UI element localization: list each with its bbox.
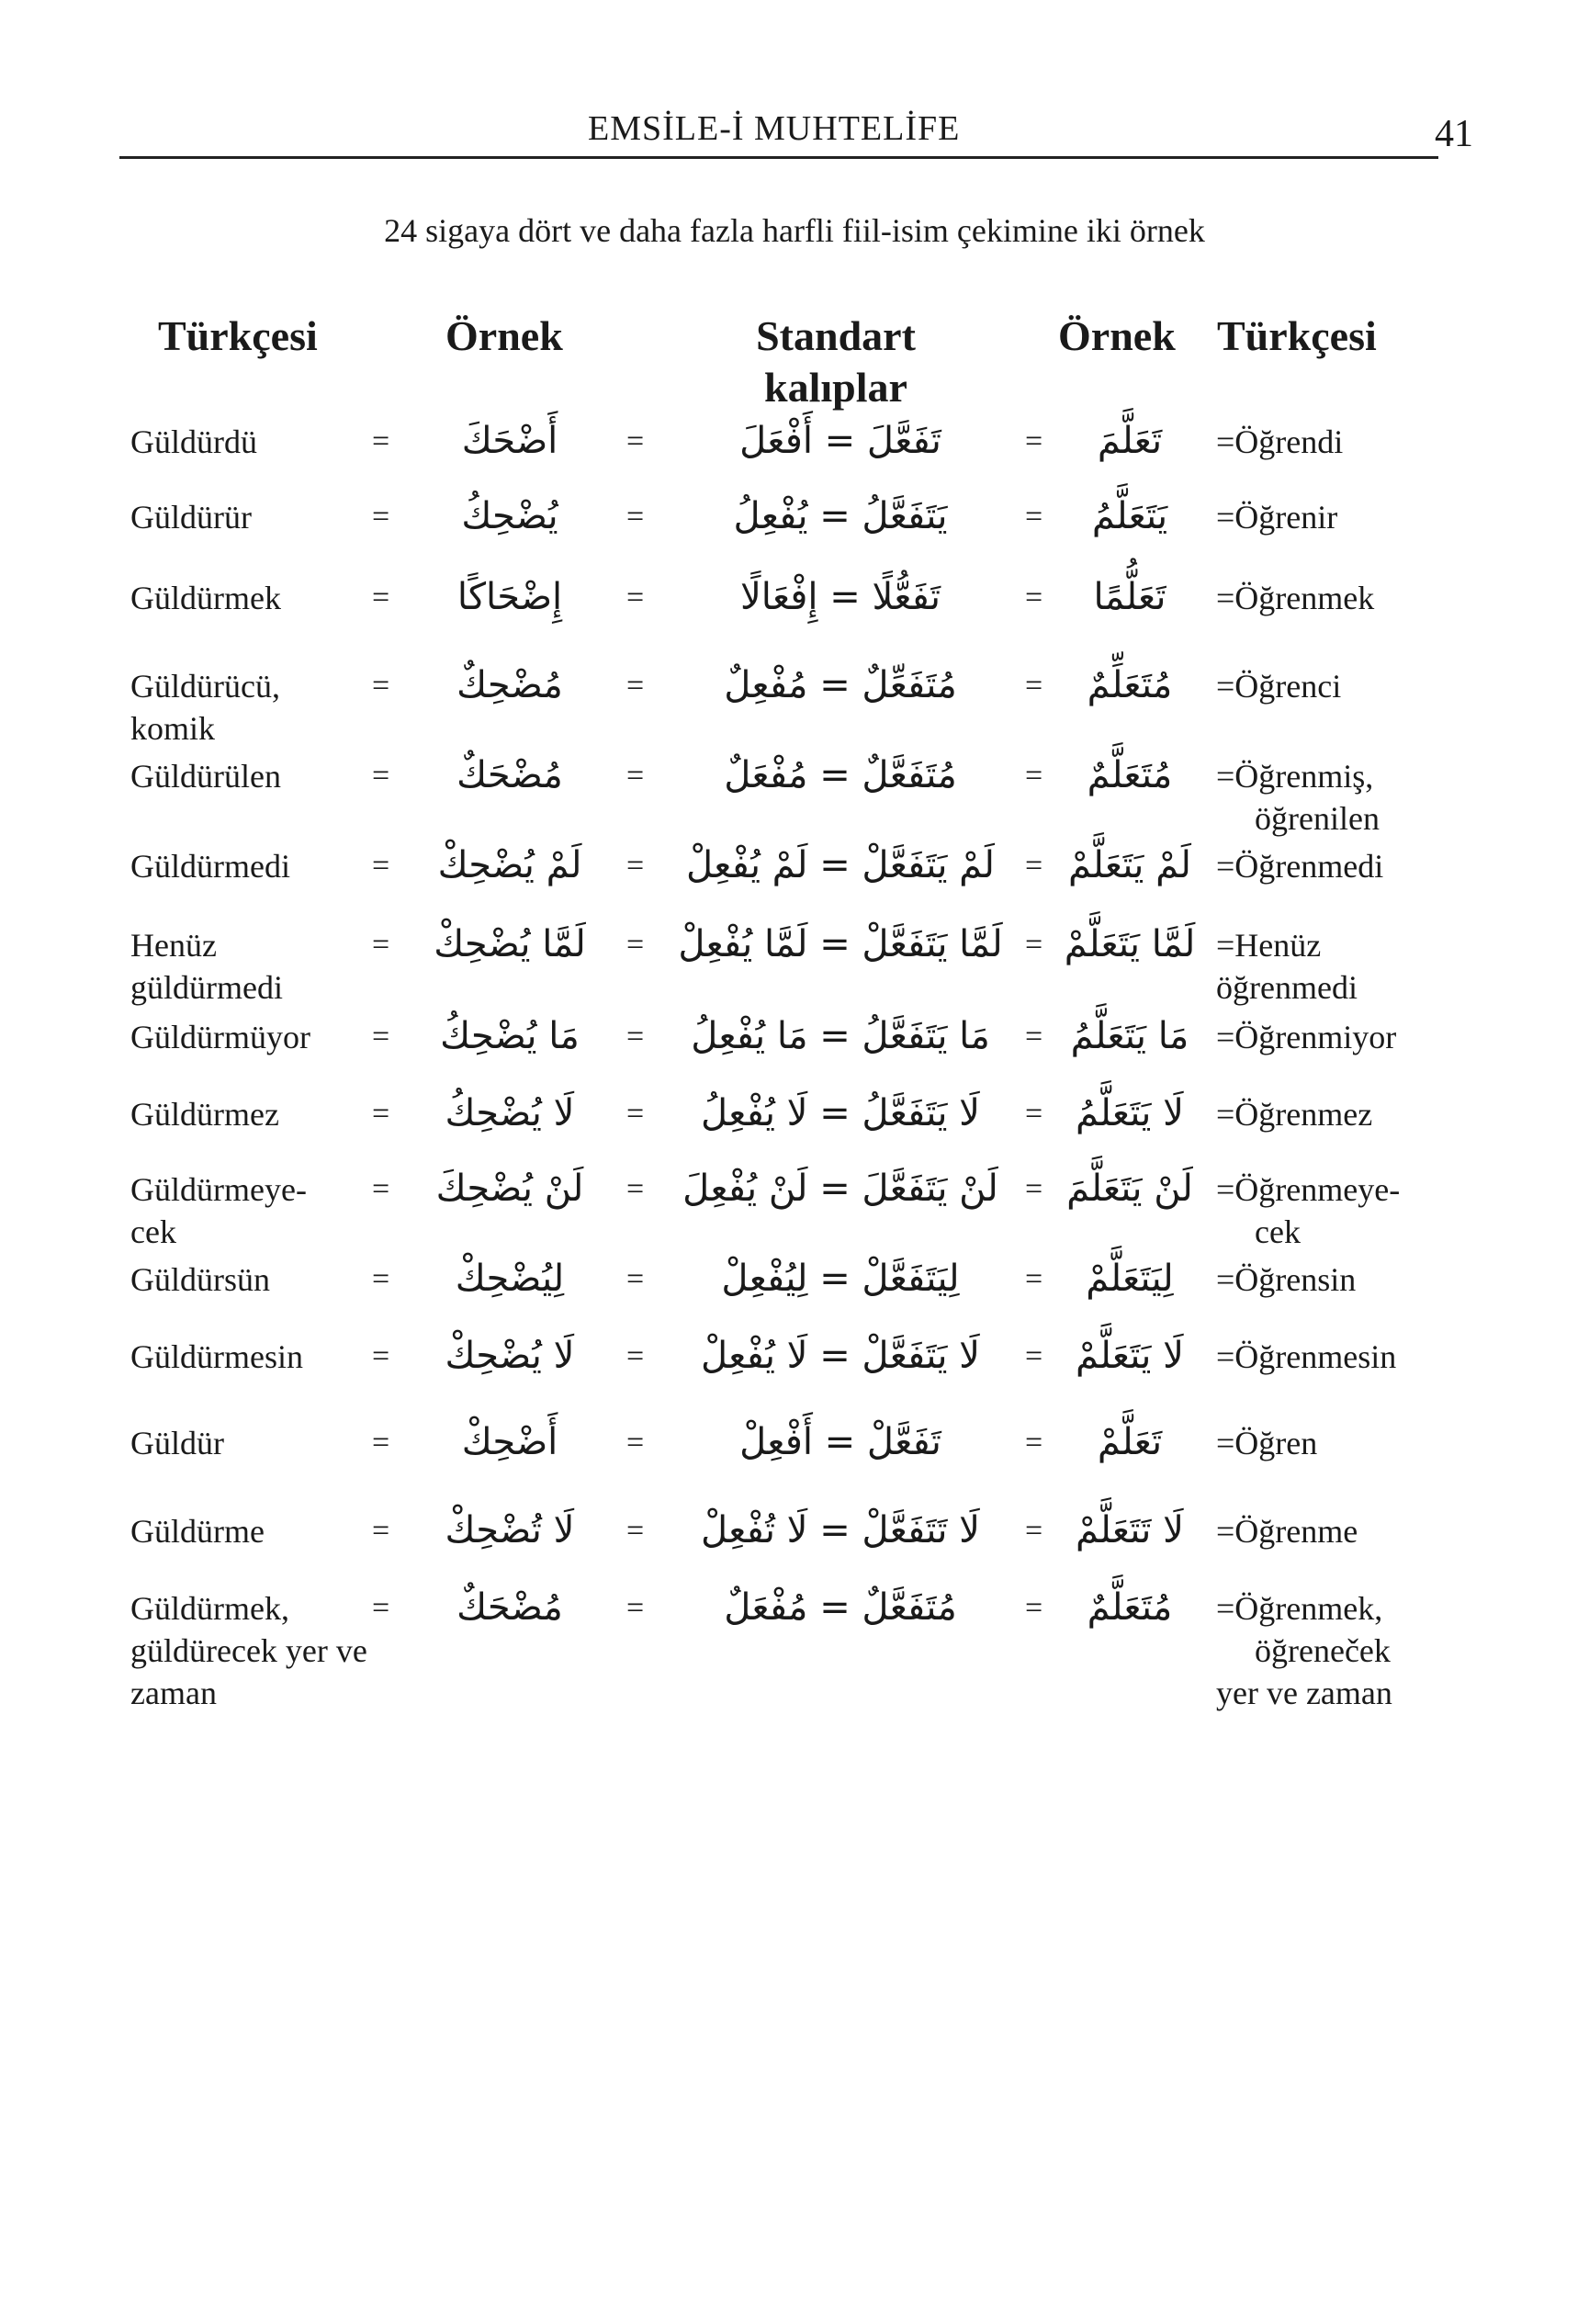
equals-sign: = bbox=[626, 1426, 645, 1460]
equals-sign: = bbox=[1025, 1426, 1043, 1460]
turkish-right-cell bbox=[1216, 755, 1492, 840]
turkish-right-cell bbox=[1216, 1587, 1492, 1714]
example-left-arabic: لَمَّا يُضْحِكْ bbox=[434, 923, 586, 965]
equals-sign: = bbox=[372, 424, 390, 458]
turkish-right-cell bbox=[1216, 845, 1492, 887]
turkish-left-text: Güldürülen bbox=[130, 758, 281, 795]
turkish-left-text: Güldürsün bbox=[130, 1261, 270, 1298]
turkish-left-text-continued: komik bbox=[130, 710, 216, 747]
turkish-left-cell bbox=[130, 845, 378, 887]
turkish-right-text-continued: öğrenilen bbox=[1255, 800, 1380, 837]
turkish-left-text-continued: güldürmedi bbox=[130, 969, 283, 1006]
turkish-right-text-continued: yer ve zaman bbox=[1216, 1675, 1392, 1711]
example-right-arabic: لَمَّا يَتَعَلَّمْ bbox=[1064, 923, 1196, 965]
standard-pattern-arabic: لَا يَتَفَعَّلُ = لَا يُفْعِلُ bbox=[701, 1092, 980, 1134]
running-title: EMSİLE-İ MUHTELİFE bbox=[588, 109, 961, 148]
equals-sign: = bbox=[1025, 1020, 1043, 1054]
column-header-example-left: Örnek bbox=[445, 312, 563, 359]
example-right-arabic: مُتَعَلَّمٌ bbox=[1087, 754, 1173, 796]
turkish-left-text-continued: zaman bbox=[130, 1675, 217, 1711]
equals-sign: = bbox=[626, 1097, 645, 1131]
example-right-arabic: مُتَعَلِّمٌ bbox=[1087, 664, 1173, 706]
example-left-arabic: لَا يُضْحِكُ bbox=[445, 1092, 575, 1134]
example-left-arabic: أَضْحَكَ bbox=[461, 420, 558, 462]
turkish-right-cell bbox=[1216, 1093, 1492, 1135]
turkish-right-cell bbox=[1216, 1016, 1492, 1058]
equals-sign: = bbox=[1025, 849, 1043, 883]
equals-sign: = bbox=[372, 1339, 390, 1373]
turkish-left-cell bbox=[130, 924, 378, 1009]
turkish-right-text: =Öğrenmez bbox=[1216, 1096, 1373, 1133]
equals-sign: = bbox=[1025, 1591, 1043, 1625]
equals-sign: = bbox=[372, 669, 390, 703]
example-right-arabic: مُتَعَلَّمٌ bbox=[1087, 1586, 1173, 1629]
equals-sign: = bbox=[1025, 424, 1043, 458]
standard-pattern-arabic: لَا تَتَفَعَّلْ = لَا تُفْعِلْ bbox=[701, 1509, 980, 1551]
turkish-left-cell bbox=[130, 577, 378, 619]
standard-pattern-arabic: تَفَعُّلًا = إِفْعَالًا bbox=[739, 576, 941, 618]
turkish-right-text: =Öğrendi bbox=[1216, 423, 1344, 460]
equals-sign: = bbox=[372, 1426, 390, 1460]
example-right-arabic: لَا يَتَعَلَّمُ bbox=[1076, 1092, 1184, 1134]
example-right-arabic: لَمْ يَتَعَلَّمْ bbox=[1068, 844, 1191, 886]
equals-sign: = bbox=[372, 1262, 390, 1296]
equals-sign: = bbox=[372, 849, 390, 883]
column-header-standard-line1: Standart bbox=[756, 312, 916, 359]
equals-sign: = bbox=[1025, 581, 1043, 615]
equals-sign: = bbox=[372, 500, 390, 534]
example-left-arabic: لَنْ يُضْحِكَ bbox=[435, 1168, 584, 1210]
equals-sign: = bbox=[1025, 928, 1043, 962]
example-left-arabic: لِيُضْحِكْ bbox=[455, 1258, 565, 1300]
equals-sign: = bbox=[1025, 1172, 1043, 1206]
example-right-arabic: تَعَلَّمَ bbox=[1097, 420, 1163, 462]
equals-sign: = bbox=[1025, 500, 1043, 534]
turkish-right-text: =Öğrenmeye- bbox=[1216, 1171, 1401, 1208]
equals-sign: = bbox=[626, 1514, 645, 1548]
example-left-arabic: إِضْحَاكًا bbox=[456, 576, 563, 618]
equals-sign: = bbox=[626, 1339, 645, 1373]
turkish-right-cell bbox=[1216, 1422, 1492, 1464]
example-right-arabic: لَنْ يَتَعَلَّمَ bbox=[1066, 1168, 1193, 1210]
standard-pattern-arabic: لَمَّا يَتَفَعَّلْ = لَمَّا يُفْعِلْ bbox=[678, 923, 1003, 965]
example-right-arabic: تَعَلَّمْ bbox=[1097, 1421, 1163, 1463]
turkish-left-text: Güldürmeye- bbox=[130, 1171, 307, 1208]
turkish-left-text: Güldürür bbox=[130, 499, 252, 536]
turkish-left-cell bbox=[130, 1093, 378, 1135]
turkish-right-cell bbox=[1216, 421, 1492, 463]
turkish-right-text: =Henüz bbox=[1216, 927, 1322, 964]
equals-sign: = bbox=[372, 1097, 390, 1131]
turkish-left-cell bbox=[130, 496, 378, 538]
equals-sign: = bbox=[626, 1262, 645, 1296]
equals-sign: = bbox=[626, 849, 645, 883]
equals-sign: = bbox=[1025, 1514, 1043, 1548]
example-right-arabic: لَا يَتَعَلَّمْ bbox=[1076, 1335, 1184, 1377]
turkish-left-text-continued: güldürecek yer ve bbox=[130, 1632, 367, 1669]
turkish-left-text: Güldürmek bbox=[130, 580, 281, 616]
equals-sign: = bbox=[1025, 759, 1043, 793]
turkish-right-text-continued: öğrenmedi bbox=[1216, 969, 1358, 1006]
equals-sign: = bbox=[372, 928, 390, 962]
turkish-right-text: =Öğrensin bbox=[1216, 1261, 1357, 1298]
turkish-right-text: =Öğrenmedi bbox=[1216, 848, 1384, 885]
standard-pattern-arabic: تَفَعَّلَ = أَفْعَلَ bbox=[739, 420, 941, 462]
turkish-right-text: =Öğrenmek, bbox=[1216, 1590, 1383, 1627]
equals-sign: = bbox=[626, 1172, 645, 1206]
turkish-right-text: =Öğrenci bbox=[1216, 668, 1342, 705]
turkish-left-text: Henüz bbox=[130, 927, 217, 964]
standard-pattern-arabic: مَا يَتَفَعَّلُ = مَا يُفْعِلُ bbox=[691, 1015, 990, 1057]
example-left-arabic: مُضْحِكٌ bbox=[456, 664, 563, 706]
turkish-right-cell bbox=[1216, 665, 1492, 707]
example-right-arabic: لِيَتَعَلَّمْ bbox=[1086, 1258, 1174, 1300]
turkish-right-cell bbox=[1216, 577, 1492, 619]
turkish-right-text: =Öğren bbox=[1216, 1425, 1318, 1461]
example-right-arabic: تَعَلُّمًا bbox=[1093, 576, 1166, 618]
turkish-left-text-continued: cek bbox=[130, 1213, 176, 1250]
equals-sign: = bbox=[626, 581, 645, 615]
example-left-arabic: لَمْ يُضْحِكْ bbox=[437, 844, 582, 886]
example-left-arabic: لَا تُضْحِكْ bbox=[445, 1509, 575, 1551]
turkish-right-text: =Öğrenmiş, bbox=[1216, 758, 1374, 795]
example-right-arabic: لَا تَتَعَلَّمْ bbox=[1076, 1509, 1184, 1551]
turkish-left-text: Güldürmesin bbox=[130, 1338, 303, 1375]
turkish-left-cell bbox=[130, 1422, 378, 1464]
turkish-right-cell bbox=[1216, 924, 1492, 1009]
turkish-left-text: Güldürmüyor bbox=[130, 1019, 310, 1055]
example-left-arabic: مَا يُضْحِكُ bbox=[440, 1015, 580, 1057]
equals-sign: = bbox=[372, 759, 390, 793]
standard-pattern-arabic: يَتَفَعَّلُ = يُفْعِلُ bbox=[733, 495, 948, 537]
equals-sign: = bbox=[372, 581, 390, 615]
turkish-right-cell bbox=[1216, 1510, 1492, 1552]
turkish-left-text: Güldürme bbox=[130, 1513, 265, 1550]
turkish-left-cell bbox=[130, 665, 378, 750]
example-left-arabic: لَا يُضْحِكْ bbox=[445, 1335, 575, 1377]
example-left-arabic: مُضْحَكٌ bbox=[456, 1586, 563, 1629]
turkish-right-cell bbox=[1216, 1258, 1492, 1301]
equals-sign: = bbox=[1025, 1097, 1043, 1131]
equals-sign: = bbox=[626, 669, 645, 703]
turkish-left-cell bbox=[130, 1510, 378, 1552]
standard-pattern-arabic: لَمْ يَتَفَعَّلْ = لَمْ يُفْعِلْ bbox=[686, 844, 995, 886]
example-right-arabic: يَتَعَلَّمُ bbox=[1091, 495, 1168, 537]
turkish-left-cell bbox=[130, 1016, 378, 1058]
turkish-left-text: Güldürücü, bbox=[130, 668, 280, 705]
turkish-right-cell bbox=[1216, 496, 1492, 538]
example-left-arabic: يُضْحِكُ bbox=[461, 495, 558, 537]
column-header-turkish-right: Türkçesi bbox=[1217, 312, 1377, 359]
turkish-right-text: =Öğrenme bbox=[1216, 1513, 1358, 1550]
equals-sign: = bbox=[1025, 1262, 1043, 1296]
turkish-left-cell bbox=[130, 1587, 378, 1714]
turkish-left-text: Güldürmez bbox=[130, 1096, 279, 1133]
turkish-right-text: =Öğrenir bbox=[1216, 499, 1338, 536]
example-left-arabic: أَضْحِكْ bbox=[461, 1421, 558, 1463]
equals-sign: = bbox=[626, 928, 645, 962]
turkish-right-text-continued: öğreneček bbox=[1255, 1632, 1391, 1669]
equals-sign: = bbox=[372, 1591, 390, 1625]
turkish-right-text: =Öğrenmesin bbox=[1216, 1338, 1397, 1375]
equals-sign: = bbox=[1025, 669, 1043, 703]
turkish-left-text: Güldür bbox=[130, 1425, 224, 1461]
turkish-left-cell bbox=[130, 1168, 378, 1253]
equals-sign: = bbox=[372, 1172, 390, 1206]
column-header-example-right: Örnek bbox=[1058, 312, 1176, 359]
turkish-left-text: Güldürmedi bbox=[130, 848, 290, 885]
equals-sign: = bbox=[626, 1020, 645, 1054]
turkish-right-text-continued: cek bbox=[1255, 1213, 1301, 1250]
turkish-left-cell bbox=[130, 421, 378, 463]
turkish-left-cell bbox=[130, 755, 378, 797]
turkish-right-text: =Öğrenmek bbox=[1216, 580, 1375, 616]
turkish-right-text: =Öğrenmiyor bbox=[1216, 1019, 1397, 1055]
example-left-arabic: مُضْحَكٌ bbox=[456, 754, 563, 796]
equals-sign: = bbox=[626, 500, 645, 534]
turkish-right-cell bbox=[1216, 1336, 1492, 1378]
equals-sign: = bbox=[372, 1514, 390, 1548]
standard-pattern-arabic: مُتَفَعَّلٌ = مُفْعَلٌ bbox=[724, 754, 957, 796]
standard-pattern-arabic: تَفَعَّلْ = أَفْعِلْ bbox=[739, 1421, 941, 1463]
turkish-left-text: Güldürdü bbox=[130, 423, 257, 460]
standard-pattern-arabic: لَا يَتَفَعَّلْ = لَا يُفْعِلْ bbox=[701, 1335, 980, 1377]
example-right-arabic: مَا يَتَعَلَّمُ bbox=[1070, 1015, 1189, 1057]
standard-pattern-arabic: مُتَفَعَّلٌ = مُفْعَلٌ bbox=[724, 1586, 957, 1629]
standard-pattern-arabic: لِيَتَفَعَّلْ = لِيُفْعِلْ bbox=[721, 1258, 960, 1300]
column-header-standard-line2: kalıplar bbox=[764, 364, 907, 411]
page-number: 41 bbox=[1435, 113, 1473, 155]
equals-sign: = bbox=[626, 1591, 645, 1625]
equals-sign: = bbox=[1025, 1339, 1043, 1373]
standard-pattern-arabic: مُتَفَعِّلٌ = مُفْعِلٌ bbox=[724, 664, 957, 706]
equals-sign: = bbox=[626, 759, 645, 793]
turkish-left-cell bbox=[130, 1336, 378, 1378]
table-subtitle: 24 sigaya dört ve daha fazla harfli fiil-isim çekimine iki örnek bbox=[384, 212, 1205, 249]
standard-pattern-arabic: لَنْ يَتَفَعَّلَ = لَنْ يُفْعِلَ bbox=[682, 1168, 998, 1210]
turkish-right-cell bbox=[1216, 1168, 1492, 1253]
column-header-turkish-left: Türkçesi bbox=[158, 312, 318, 359]
equals-sign: = bbox=[626, 424, 645, 458]
equals-sign: = bbox=[372, 1020, 390, 1054]
turkish-left-cell bbox=[130, 1258, 378, 1301]
turkish-left-text: Güldürmek, bbox=[130, 1590, 289, 1627]
